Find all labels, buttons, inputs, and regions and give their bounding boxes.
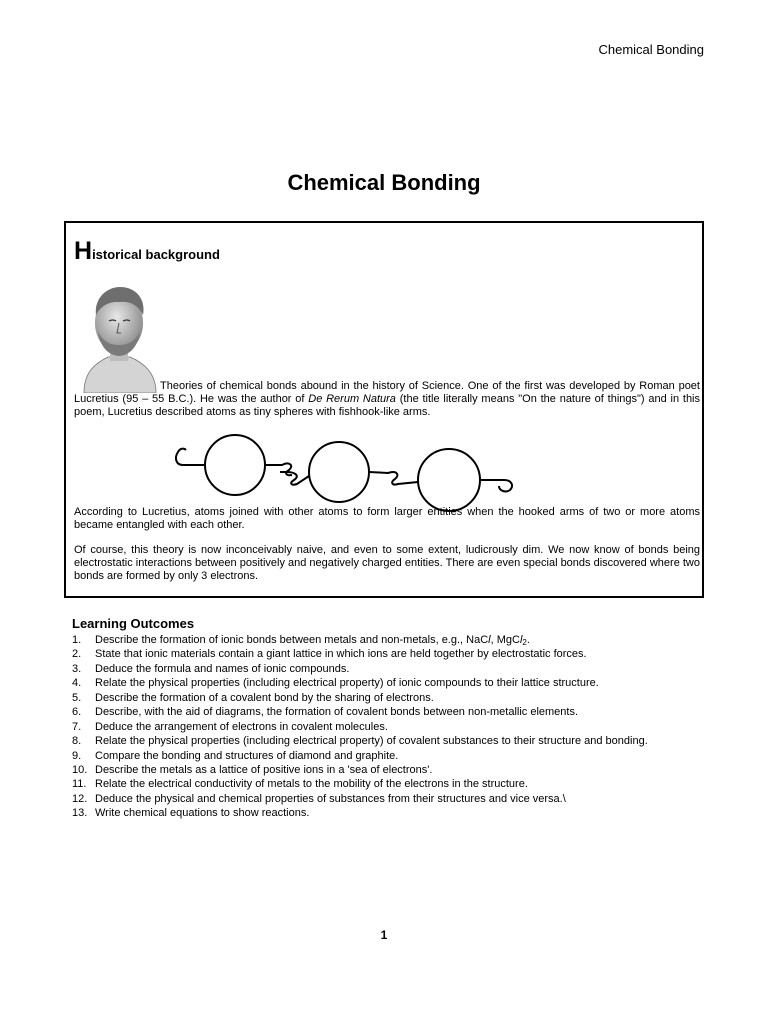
list-item-text-italic: l — [519, 634, 523, 646]
list-item — [72, 633, 712, 647]
list-item-text — [95, 633, 712, 647]
list-item — [72, 676, 712, 690]
historical-background-box — [64, 221, 704, 598]
hook-arm — [176, 449, 205, 465]
list-item-number: 7. — [72, 720, 82, 733]
list-item-number: 10. — [72, 763, 88, 776]
list-item-text: Relate the electrical conductivity of metals to the mobility of the electrons in the structure. — [95, 778, 528, 791]
list-item — [72, 705, 712, 719]
list-item-subscript: 2 — [522, 638, 527, 647]
list-item-text: Describe the metals as a lattice of positive ions in a 'sea of electrons'. — [95, 763, 433, 776]
book-title-text: De Rerum Natura — [308, 393, 396, 405]
section-heading-initial: H — [74, 237, 93, 265]
list-item — [72, 763, 712, 777]
intro-paragraph — [74, 380, 700, 419]
hook-arm — [265, 464, 292, 476]
page-number: 1 — [380, 928, 388, 942]
list-item — [72, 720, 712, 734]
modern-theory-paragraph: Of course, this theory is now inconceivably naive, and even to some extent, ludicrously dim. We now know of bonds being electrostatic interactions between positively and negatively charged entities. There are even special bonds discovered where two bonds are formed by only 3 electrons. — [74, 544, 700, 582]
list-item — [72, 691, 712, 705]
section-heading-historical — [74, 239, 220, 264]
list-item-number: 6. — [72, 706, 82, 719]
intro-text-a: Theories of chemical bonds abound in the history of Science. One of the first was developed by Roman poet Lucretius (95 – 55 B.C.). He was the author of — [74, 380, 700, 405]
list-item-text: State that ionic materials contain a giant lattice in which ions are held together by electrostatic forces. — [95, 648, 587, 661]
list-item-text-part: Describe the formation of ionic bonds between metals and non-metals, e.g., NaC — [95, 634, 489, 646]
list-item — [72, 749, 712, 763]
list-item — [72, 792, 712, 806]
running-header: Chemical Bonding — [598, 42, 704, 57]
hook-arm — [280, 472, 309, 485]
list-item-number: 12. — [72, 792, 88, 805]
list-item-text-italic: l — [488, 634, 491, 646]
list-item-text: Describe, with the aid of diagrams, the formation of covalent bonds between non-metallic elements. — [95, 706, 579, 719]
list-item-number: 9. — [72, 749, 82, 762]
learning-outcomes-list — [72, 633, 712, 821]
lucretius-paragraph: According to Lucretius, atoms joined with other atoms to form larger entities when the hooked arms of two or more atoms became entangled with each other. — [74, 506, 700, 531]
list-item-number: 1. — [72, 634, 82, 646]
list-item — [72, 647, 712, 661]
list-item-text: Relate the physical properties (including electrical property) of covalent substances to their structure and bonding. — [95, 735, 648, 748]
hook-arm — [369, 472, 418, 485]
list-item — [72, 806, 712, 820]
list-item — [72, 662, 712, 676]
hook-arm — [480, 480, 512, 491]
list-item — [72, 777, 712, 791]
atom-circle — [418, 449, 480, 511]
fishhook-atoms-diagram — [166, 428, 526, 518]
atom-circle — [205, 435, 265, 495]
list-item-number: 8. — [72, 735, 82, 748]
section-heading-text: istorical background — [92, 247, 220, 262]
list-item-number: 13. — [72, 807, 88, 820]
lucretius-bust-image — [78, 281, 160, 393]
list-item-text: Deduce the formula and names of ionic compounds. — [95, 662, 350, 675]
list-item-text: Write chemical equations to show reactions. — [95, 807, 310, 820]
atom-circle — [309, 442, 369, 502]
list-item-text: Describe the formation of a covalent bond by the sharing of electrons. — [95, 691, 434, 704]
list-item-text: Deduce the arrangement of electrons in covalent molecules. — [95, 720, 388, 733]
list-item-number: 4. — [72, 677, 82, 690]
list-item-number: 11. — [72, 778, 87, 791]
list-item-number: 5. — [72, 691, 82, 704]
learning-outcomes-title: Learning Outcomes — [72, 616, 195, 631]
list-item-text: Deduce the physical and chemical properties of substances from their structures and vice versa.\ — [95, 792, 566, 805]
list-item-text-part: . — [526, 634, 530, 646]
list-item-text: Compare the bonding and structures of diamond and graphite. — [95, 749, 399, 762]
list-item-text: Relate the physical properties (including electrical property) of ionic compounds to their lattice structure. — [95, 677, 599, 690]
intro-text-b: (the title literally means "On the nature of things") and in this poem, Lucretius described atoms as tiny spheres with fishhook-like arms. — [74, 393, 700, 418]
page-title: Chemical Bonding — [287, 170, 481, 195]
list-item-number: 2. — [72, 648, 82, 661]
list-item-text-part: , MgC — [490, 634, 520, 646]
list-item-number: 3. — [72, 662, 82, 675]
list-item — [72, 734, 712, 748]
